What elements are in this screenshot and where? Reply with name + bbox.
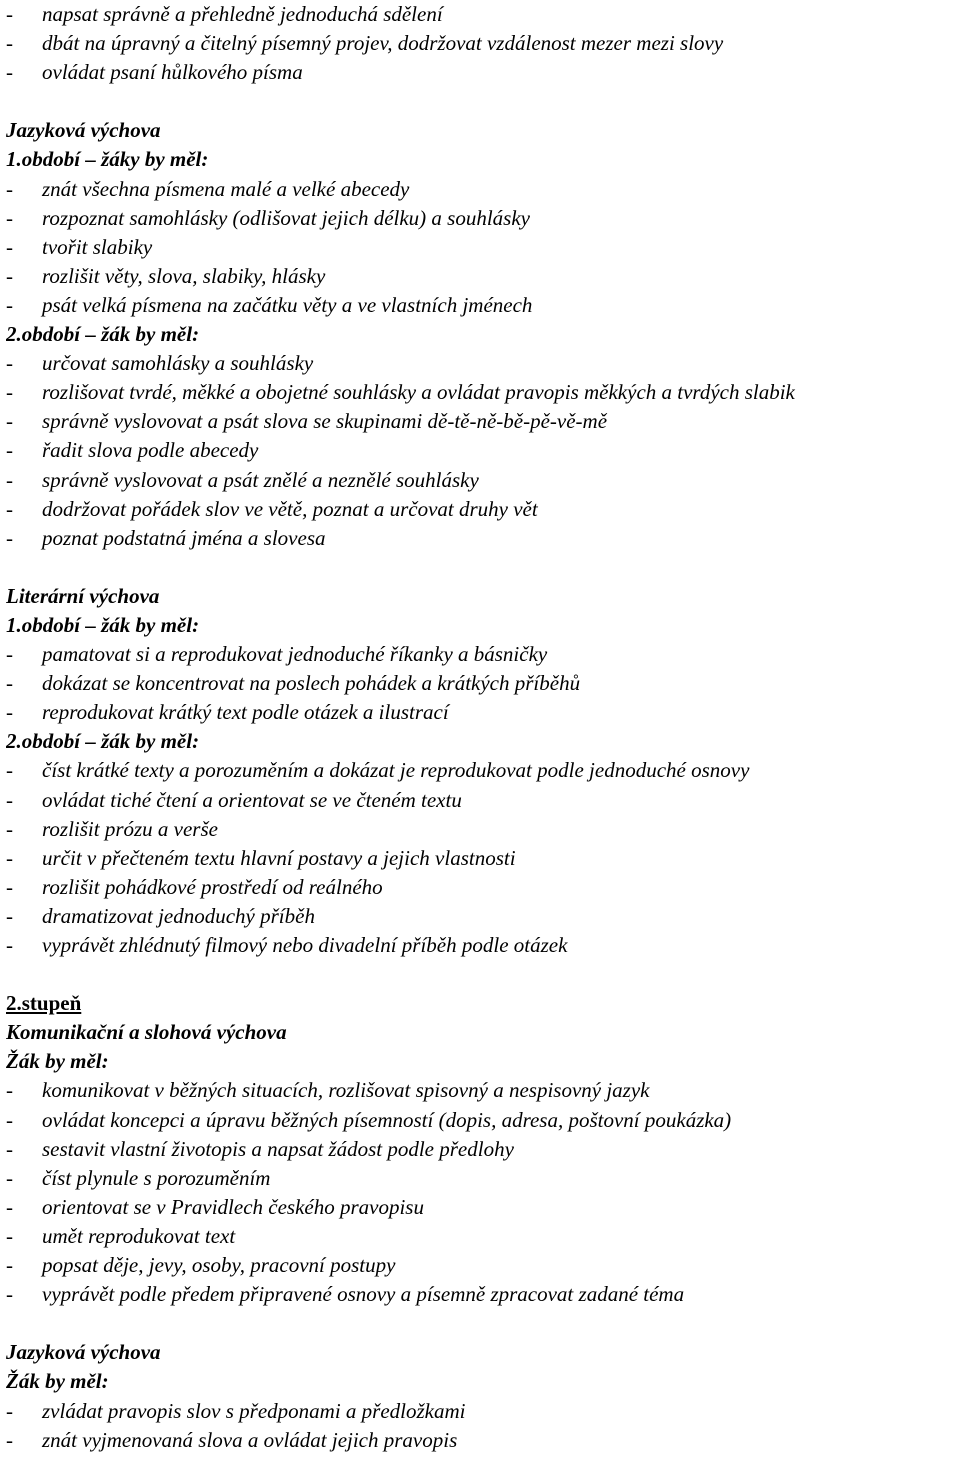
bullet-dash: - (6, 874, 13, 899)
list-item-text: určovat samohlásky a souhlásky (42, 351, 314, 376)
list-item-text: správně vyslovovat a psát slova se skupinami dě-tě-ně-bě-pě-vě-mě (42, 409, 608, 434)
list-item-text: sestavit vlastní životopis a napsat žádost podle předlohy (42, 1136, 514, 1161)
bullet-dash: - (6, 263, 13, 288)
list-item-text: rozlišit prózu a verše (42, 816, 218, 841)
list-item (6, 1193, 956, 1222)
bullet-dash: - (6, 176, 13, 201)
list-item (6, 349, 956, 378)
bullet-dash: - (6, 467, 13, 492)
list-item-text: dramatizovat jednoduchý příběh (42, 903, 315, 928)
bullet-dash: - (6, 234, 13, 259)
list-item-text: znát vyjmenovaná slova a ovládat jejich pravopis (42, 1427, 458, 1452)
list-item-text: orientovat se v Pravidlech českého pravopisu (42, 1194, 424, 1219)
list-item-text: pamatovat si a reprodukovat jednoduché říkanky a básničky (42, 642, 548, 667)
list-item (6, 524, 956, 553)
section-heading: Literární výchova (6, 583, 160, 608)
bullet-dash: - (6, 496, 13, 521)
list-item (6, 873, 956, 902)
bullet-dash: - (6, 758, 13, 783)
section-heading: 2.období – žák by měl: (6, 322, 200, 347)
list-item-text: reprodukovat krátký text podle otázek a ilustrací (42, 700, 449, 725)
list-item (6, 815, 956, 844)
bullet-dash: - (6, 671, 13, 696)
bullet-dash: - (6, 1136, 13, 1161)
list-item-text: ovládat tiché čtení a orientovat se ve čteném textu (42, 787, 462, 812)
bullet-dash: - (6, 380, 13, 405)
list-item-text: umět reprodukovat text (42, 1223, 236, 1248)
list-item (6, 58, 956, 87)
blank-line (6, 960, 956, 989)
bullet-dash: - (6, 1194, 13, 1219)
list-item (6, 1280, 956, 1309)
bullet-dash: - (6, 903, 13, 928)
list-item-text: dbát na úpravný a čitelný písemný projev, dodržovat vzdálenost mezer mezi slovy (42, 31, 724, 56)
bullet-dash: - (6, 31, 13, 56)
bullet-dash: - (6, 1223, 13, 1248)
list-item-text: psát velká písmena na začátku věty a ve vlastních jménech (42, 292, 533, 317)
section-heading: Žák by měl: (6, 1369, 109, 1394)
list-item-text: ovládat psaní hůlkového písma (42, 60, 303, 85)
list-item (6, 0, 956, 29)
bullet-dash: - (6, 700, 13, 725)
list-item (6, 640, 956, 669)
blank-line (6, 553, 956, 582)
list-item (6, 495, 956, 524)
list-item (6, 1251, 956, 1280)
list-item-text: vyprávět zhlédnutý filmový nebo divadelní příběh podle otázek (42, 933, 568, 957)
bullet-dash: - (6, 292, 13, 317)
list-item-text: správně vyslovovat a psát znělé a neznělé souhlásky (42, 467, 479, 492)
bullet-dash: - (6, 845, 13, 870)
list-item-text: rozlišovat tvrdé, měkké a obojetné souhlásky a ovládat pravopis měkkých a tvrdých slabik (42, 380, 795, 405)
list-item (6, 698, 956, 727)
bullet-dash: - (6, 409, 13, 434)
list-item (6, 1222, 956, 1251)
list-item-text: dokázat se koncentrovat na poslech pohádek a krátkých příběhů (42, 671, 581, 696)
list-item-text: zvládat pravopis slov s předponami a předložkami (42, 1398, 466, 1423)
list-item-text: znát všechna písmena malé a velké abecedy (42, 176, 410, 201)
stage-heading: 2.stupeň (6, 991, 82, 1016)
bullet-dash: - (6, 1427, 13, 1452)
list-item (6, 931, 956, 960)
bullet-dash: - (6, 1253, 13, 1278)
list-item-text: dodržovat pořádek slov ve větě, poznat a určovat druhy vět (42, 496, 538, 521)
list-item-text: číst krátké texty a porozuměním a dokázat je reprodukovat podle jednoduché osnovy (42, 758, 750, 783)
list-item-text: rozpoznat samohlásky (odlišovat jejich délku) a souhlásky (42, 205, 530, 230)
bullet-dash: - (6, 205, 13, 230)
list-item (6, 756, 956, 785)
bullet-dash: - (6, 2, 13, 26)
list-item (6, 436, 956, 465)
bullet-dash: - (6, 1165, 13, 1190)
list-item (6, 29, 956, 58)
bullet-dash: - (6, 525, 13, 550)
list-item-text: číst plynule s porozuměním (42, 1165, 271, 1190)
section-heading: Jazyková výchova (6, 118, 161, 143)
list-item-text: ovládat koncepci a úpravu běžných písemností (dopis, adresa, poštovní poukázka) (42, 1107, 732, 1132)
list-item (6, 233, 956, 262)
bullet-dash: - (6, 787, 13, 812)
bullet-dash: - (6, 933, 13, 957)
list-item-text: napsat správně a přehledně jednoduchá sdělení (42, 2, 443, 26)
bullet-dash: - (6, 351, 13, 376)
bullet-dash: - (6, 60, 13, 85)
bullet-dash: - (6, 1398, 13, 1423)
list-item (6, 1135, 956, 1164)
list-item (6, 786, 956, 815)
list-item (6, 1076, 956, 1105)
bullet-dash: - (6, 1282, 13, 1307)
list-item (6, 1164, 956, 1193)
section-heading: Žák by měl: (6, 1049, 109, 1074)
list-item-text: tvořit slabiky (42, 234, 153, 259)
bullet-dash: - (6, 1107, 13, 1132)
bullet-dash: - (6, 816, 13, 841)
blank-line (6, 1309, 956, 1338)
bullet-dash: - (6, 1078, 13, 1103)
list-item (6, 291, 956, 320)
list-item (6, 407, 956, 436)
bullet-dash: - (6, 438, 13, 463)
document-body (6, 0, 956, 1455)
blank-line (6, 87, 956, 116)
list-item-text: určit v přečteném textu hlavní postavy a jejich vlastnosti (42, 845, 516, 870)
list-item (6, 669, 956, 698)
list-item (6, 204, 956, 233)
list-item-text: poznat podstatná jména a slovesa (42, 525, 326, 550)
section-heading: Jazyková výchova (6, 1340, 161, 1365)
section-heading: 2.období – žák by měl: (6, 729, 200, 754)
list-item (6, 175, 956, 204)
list-item-text: popsat děje, jevy, osoby, pracovní postupy (42, 1253, 396, 1278)
section-heading: Komunikační a slohová výchova (6, 1020, 287, 1045)
list-item-text: rozlišit věty, slova, slabiky, hlásky (42, 263, 326, 288)
list-item (6, 1426, 956, 1455)
list-item-text: řadit slova podle abecedy (42, 438, 259, 463)
list-item-text: vyprávět podle předem připravené osnovy a písemně zpracovat zadané téma (42, 1282, 685, 1307)
list-item (6, 1397, 956, 1426)
list-item (6, 844, 956, 873)
bullet-dash: - (6, 642, 13, 667)
list-item (6, 262, 956, 291)
list-item (6, 902, 956, 931)
section-heading: 1.období – žáky by měl: (6, 147, 209, 172)
list-item-text: komunikovat v běžných situacích, rozlišovat spisovný a nespisovný jazyk (42, 1078, 650, 1103)
list-item (6, 1106, 956, 1135)
list-item (6, 378, 956, 407)
list-item-text: rozlišit pohádkové prostředí od reálného (42, 874, 383, 899)
list-item (6, 466, 956, 495)
section-heading: 1.období – žák by měl: (6, 612, 200, 637)
